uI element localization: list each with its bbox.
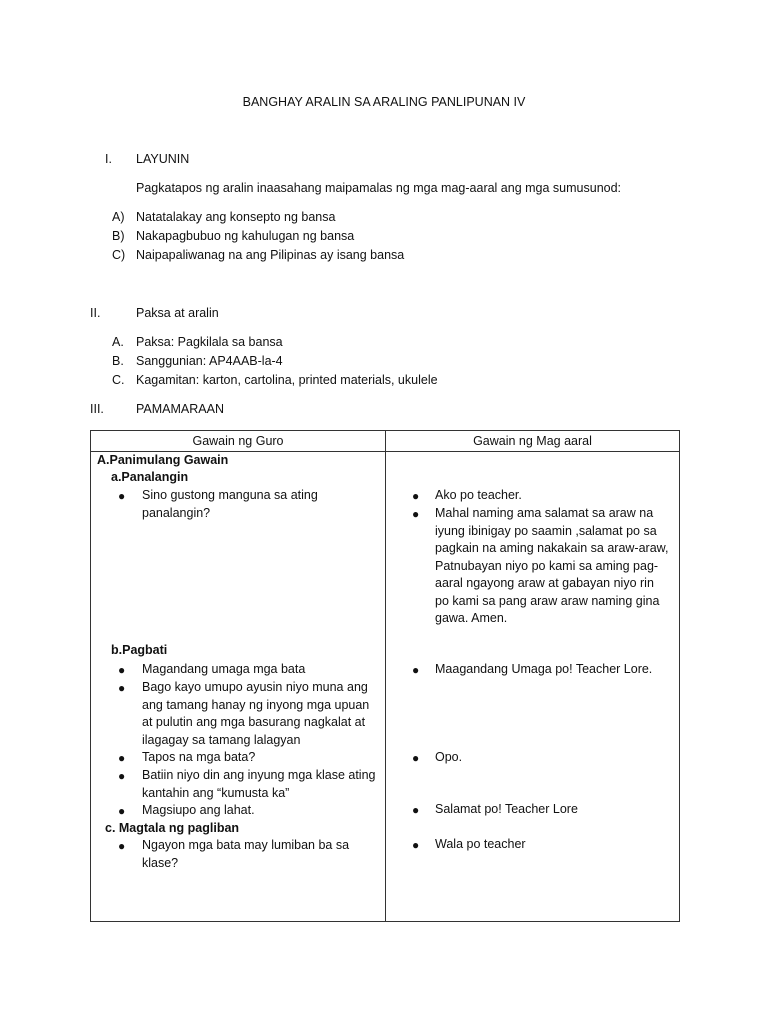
student-line: pagkain na aming nakakain sa araw-araw,	[435, 541, 669, 555]
column-header-teacher: Gawain ng Guro	[91, 431, 386, 452]
section-1-numeral: I.	[105, 152, 112, 166]
teacher-line: ilagagay sa tamang lalagyan	[142, 733, 301, 747]
document-title: BANGHAY ARALIN SA ARALING PANLIPUNAN IV	[242, 95, 526, 109]
bullet-icon: ●	[412, 663, 420, 677]
teacher-line: at pulutin ang mga basurang nagkalat at	[142, 715, 366, 729]
bullet-icon: ●	[412, 803, 420, 817]
section-1-heading: LAYUNIN	[136, 152, 190, 166]
bullet-icon: ●	[118, 839, 126, 853]
topic-letter: A.	[112, 335, 124, 349]
teacher-line: panalangin?	[142, 506, 211, 520]
objective-letter: A)	[112, 210, 125, 224]
bullet-icon: ●	[412, 751, 420, 765]
table-row	[91, 452, 680, 922]
bullet-icon: ●	[118, 681, 126, 695]
subheading-attendance: c. Magtala ng pagliban	[105, 821, 240, 835]
subheading-greeting: b.Pagbati	[111, 643, 168, 657]
topic-text: Paksa: Pagkilala sa bansa	[136, 335, 283, 349]
bullet-icon: ●	[412, 507, 420, 521]
procedure-table	[90, 430, 680, 922]
teacher-line: ang tamang hanay ng inyong mga upuan	[142, 698, 370, 712]
student-line: Patnubayan niyo po kami sa aming pag-	[435, 559, 659, 573]
bullet-icon: ●	[118, 751, 126, 765]
topic-letter: C.	[112, 373, 125, 387]
teacher-line: Ngayon mga bata may lumiban ba sa	[142, 838, 350, 852]
activity-heading: A.Panimulang Gawain	[97, 453, 229, 467]
subheading-prayer: a.Panalangin	[111, 470, 189, 484]
student-line: Ako po teacher.	[435, 488, 522, 502]
teacher-line: Bago kayo umupo ayusin niyo muna ang	[142, 680, 368, 694]
bullet-icon: ●	[412, 838, 420, 852]
teacher-line: Batiin niyo din ang inyung mga klase ating	[142, 768, 376, 782]
objective-text: Natatalakay ang konsepto ng bansa	[136, 210, 336, 224]
student-line: iyung ibinigay po saamin ,salamat po sa	[435, 524, 657, 538]
teacher-line: Sino gustong manguna sa ating	[142, 488, 318, 502]
objective-text: Naipapaliwanag na ang Pilipinas ay isang bansa	[136, 248, 405, 262]
student-line: Salamat po! Teacher Lore	[435, 802, 578, 816]
student-line: aaral ngayong araw at gabayan niyo rin	[435, 576, 654, 590]
student-line: Wala po teacher	[435, 837, 526, 851]
column-header-student: Gawain ng Mag aaral	[386, 431, 680, 452]
objective-text: Nakapagbubuo ng kahulugan ng bansa	[136, 229, 355, 243]
topic-text: Sanggunian: AP4AAB-la-4	[136, 354, 283, 368]
teacher-line: Magsiupo ang lahat.	[142, 803, 255, 817]
bullet-icon: ●	[118, 804, 126, 818]
teacher-line: klase?	[142, 856, 179, 870]
student-line: Opo.	[435, 750, 463, 764]
student-line: Maagandang Umaga po! Teacher Lore.	[435, 662, 653, 676]
bullet-icon: ●	[118, 769, 126, 783]
table-header-row	[91, 431, 680, 452]
bullet-icon: ●	[118, 663, 126, 677]
objective-letter: B)	[112, 229, 125, 243]
teacher-cell	[91, 452, 386, 922]
student-cell	[386, 452, 680, 922]
student-line: po kami sa pang araw araw naming gina	[435, 594, 660, 608]
teacher-line: Tapos na mga bata?	[142, 750, 256, 764]
section-2-heading: Paksa at aralin	[136, 306, 219, 320]
section-3-numeral: III.	[90, 402, 104, 416]
bullet-icon: ●	[118, 489, 126, 503]
topic-letter: B.	[112, 354, 124, 368]
section-3-heading: PAMAMARAAN	[136, 402, 224, 416]
student-line: gawa. Amen.	[435, 611, 508, 625]
section-2-numeral: II.	[90, 306, 101, 320]
student-line: Mahal naming ama salamat sa araw na	[435, 506, 654, 520]
teacher-line: kantahin ang “kumusta ka”	[142, 786, 290, 800]
objective-letter: C)	[112, 248, 126, 262]
bullet-icon: ●	[412, 489, 420, 503]
section-1-intro: Pagkatapos ng aralin inaasahang maipamalas ng mga mag-aaral ang mga sumusunod:	[136, 181, 622, 195]
topic-text: Kagamitan: karton, cartolina, printed materials, ukulele	[136, 373, 438, 387]
teacher-line: Magandang umaga mga bata	[142, 662, 306, 676]
